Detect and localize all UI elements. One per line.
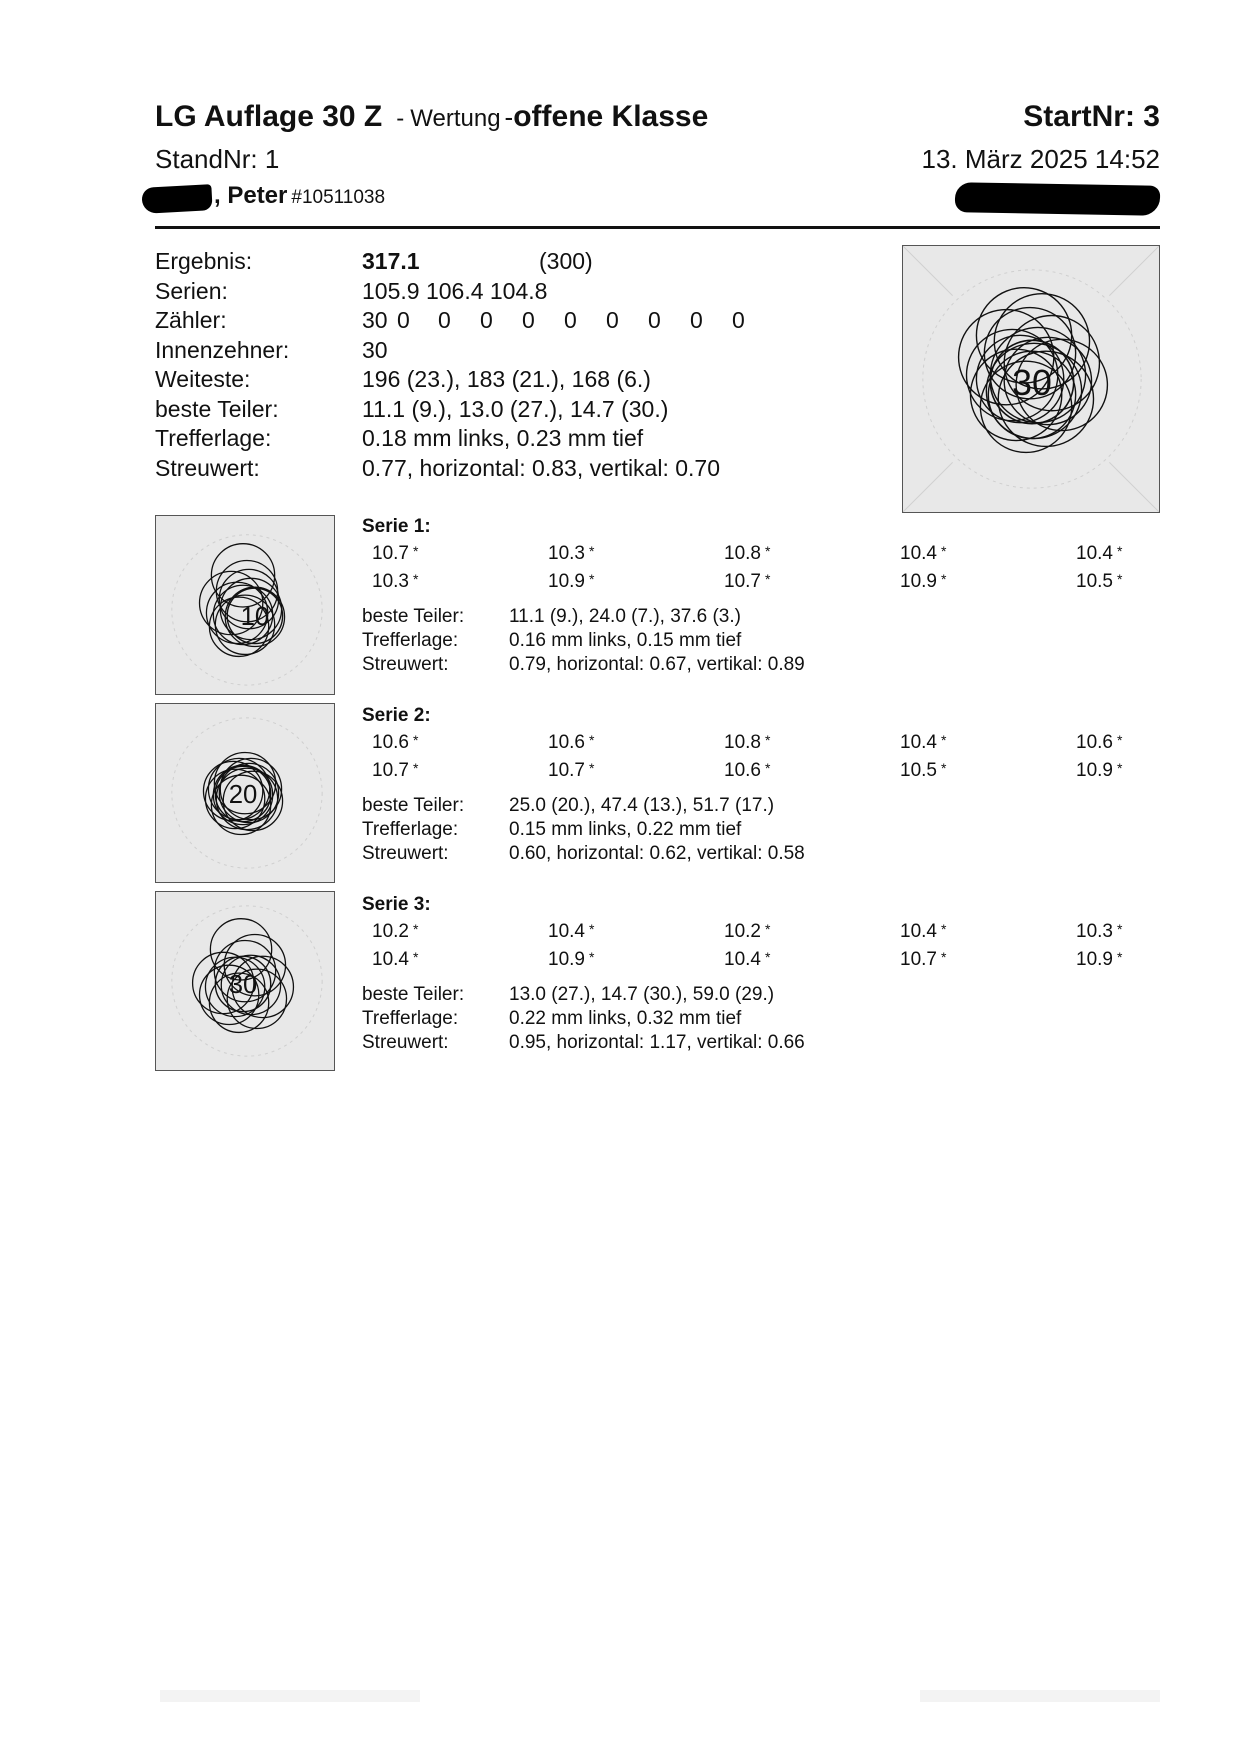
shot-marker: * xyxy=(588,760,595,776)
ergebnis-base: (300) xyxy=(539,248,593,274)
title-dash: - xyxy=(396,105,405,132)
shot-score: 10.4 xyxy=(900,921,937,942)
stand-number: StandNr: 1 xyxy=(155,144,280,174)
shot-value xyxy=(1076,571,1122,593)
shot-marker: * xyxy=(412,571,419,587)
shot-marker: * xyxy=(588,571,595,587)
shot-score: 10.7 xyxy=(724,571,761,592)
shot-value xyxy=(900,571,946,593)
shot-value xyxy=(900,921,946,943)
shot-value xyxy=(1076,949,1122,971)
shot-marker: * xyxy=(764,921,771,937)
shot-score: 10.6 xyxy=(548,732,585,753)
serie-3-target-svg xyxy=(156,892,334,1070)
ergebnis-value-wrap xyxy=(362,248,420,275)
shot-value xyxy=(1076,921,1122,943)
shot-value xyxy=(724,732,770,754)
header-divider xyxy=(155,226,1160,229)
ergebnis-label: Ergebnis: xyxy=(155,248,253,274)
shot-marker: * xyxy=(764,760,771,776)
shot-value xyxy=(724,571,770,593)
serien-label: Serien: xyxy=(155,277,228,304)
target-guide xyxy=(903,462,953,512)
shot-marker: * xyxy=(764,732,771,748)
shot-score: 10.2 xyxy=(724,921,761,942)
weiteste-value: 196 (23.), 183 (21.), 168 (6.) xyxy=(362,366,651,392)
shot-value xyxy=(900,732,946,754)
zaehler-count: 0 xyxy=(480,307,493,333)
shot-value xyxy=(372,543,418,565)
shot-marker: * xyxy=(764,949,771,965)
zaehler-count: 0 xyxy=(564,307,577,333)
shot-value xyxy=(900,949,946,971)
teiler-value: 25.0 (20.), 47.4 (13.), 51.7 (17.) xyxy=(509,795,775,816)
streuwert-label: Streuwert: xyxy=(155,454,260,481)
shot-value xyxy=(724,543,770,565)
shot-score: 10.6 xyxy=(724,760,761,781)
trefferlage-label: Trefferlage: xyxy=(155,425,272,451)
trefferlage-value: 0.16 mm links, 0.15 mm tief xyxy=(509,630,742,651)
title-row xyxy=(155,100,1160,140)
shooter-name xyxy=(214,182,385,210)
trefferlage-value: 0.22 mm links, 0.32 mm tief xyxy=(509,1008,742,1029)
shot-score: 10.9 xyxy=(1076,949,1113,970)
streuwert-label: Streuwert: xyxy=(362,1032,449,1053)
shot-value xyxy=(900,760,946,782)
shot-marker: * xyxy=(1116,543,1123,559)
shot-value xyxy=(548,760,594,782)
redaction-mark xyxy=(955,182,1160,216)
innenzehner-label: Innenzehner: xyxy=(155,336,290,363)
trefferlage-label: Trefferlage: xyxy=(362,819,459,840)
streuwert-label: Streuwert: xyxy=(362,654,449,675)
shot-score: 10.9 xyxy=(1076,760,1113,781)
streuwert-value: 0.77, horizontal: 0.83, vertikal: 0.70 xyxy=(362,454,720,481)
shot-value xyxy=(548,949,594,971)
zaehler-count: 0 xyxy=(438,307,451,333)
shot-score: 10.2 xyxy=(372,921,409,942)
overall-target-image xyxy=(902,245,1160,513)
trefferlage-label: Trefferlage: xyxy=(362,630,459,651)
shot-marker: * xyxy=(1116,949,1123,965)
serie-1-target-svg xyxy=(156,516,334,694)
shot-marker: * xyxy=(1116,760,1123,776)
shot-value xyxy=(548,921,594,943)
zaehler-count: 0 xyxy=(522,307,535,333)
shot-score: 10.6 xyxy=(1076,732,1113,753)
zaehler-count: 0 xyxy=(606,307,619,333)
shot-circles xyxy=(200,544,285,657)
serie-2-shot-count: 20 xyxy=(228,780,258,809)
shot-marker: * xyxy=(940,543,947,559)
teiler-label: beste Teiler: xyxy=(362,984,465,1005)
streuwert-value: 0.79, horizontal: 0.67, vertikal: 0.89 xyxy=(509,654,805,675)
shot-marker: * xyxy=(1116,921,1123,937)
shot-value xyxy=(372,760,418,782)
start-number: StartNr: 3 xyxy=(1023,100,1160,133)
streuwert-value: 0.60, horizontal: 0.62, vertikal: 0.58 xyxy=(509,843,805,864)
shot-score: 10.3 xyxy=(548,543,585,564)
overall-shot-count: 30 xyxy=(1012,362,1052,403)
shot-value xyxy=(724,949,770,971)
shot-marker: * xyxy=(588,732,595,748)
shot-score: 10.7 xyxy=(900,949,937,970)
target-guide xyxy=(1109,462,1159,512)
member-id: #10511038 xyxy=(291,187,386,208)
shot-marker: * xyxy=(764,543,771,559)
shot-value xyxy=(372,921,418,943)
zaehler-count: 0 xyxy=(648,307,661,333)
shot-value xyxy=(372,571,418,593)
shot-marker: * xyxy=(412,732,419,748)
zaehler-count: 30 xyxy=(362,307,388,333)
serie-1-shot-count: 10 xyxy=(240,602,270,631)
serie-1-title: Serie 1: xyxy=(362,516,431,537)
serien-value: 105.9 106.4 104.8 xyxy=(362,277,548,304)
shot-score: 10.4 xyxy=(900,543,937,564)
shooter-first-name: , Peter xyxy=(214,182,288,209)
shooter-row xyxy=(142,182,1160,216)
redaction-mark xyxy=(141,184,212,214)
date-time: 13. März 2025 14:52 xyxy=(921,144,1160,174)
discipline-title: LG Auflage 30 Z xyxy=(155,100,383,133)
shot-score: 10.9 xyxy=(900,571,937,592)
shot-score: 10.4 xyxy=(372,949,409,970)
trefferlage-label: Trefferlage: xyxy=(362,1008,459,1029)
zaehler-count: 0 xyxy=(732,307,745,333)
teiler-value: 11.1 (9.), 24.0 (7.), 37.6 (3.) xyxy=(509,606,741,627)
teiler-label: beste Teiler: xyxy=(155,395,279,422)
shot-score: 10.5 xyxy=(1076,571,1113,592)
serie-2-target-svg xyxy=(156,704,334,882)
shot-score: 10.7 xyxy=(548,760,585,781)
title-separator: - xyxy=(504,102,514,132)
shot-score: 10.9 xyxy=(548,949,585,970)
shot-marker: * xyxy=(1116,732,1123,748)
stand-date-row xyxy=(155,144,1160,176)
streuwert-value: 0.95, horizontal: 1.17, vertikal: 0.66 xyxy=(509,1032,805,1053)
shot-score: 10.3 xyxy=(1076,921,1113,942)
shot-value xyxy=(724,921,770,943)
teiler-value: 11.1 (9.), 13.0 (27.), 14.7 (30.) xyxy=(362,395,669,422)
trefferlage-value: 0.15 mm links, 0.22 mm tief xyxy=(509,819,742,840)
shot-marker: * xyxy=(412,760,419,776)
shot-marker: * xyxy=(412,949,419,965)
shot-value xyxy=(548,543,594,565)
teiler-value: 13.0 (27.), 14.7 (30.), 59.0 (29.) xyxy=(509,984,775,1005)
teiler-label: beste Teiler: xyxy=(362,606,465,627)
serie-2-title: Serie 2: xyxy=(362,705,431,726)
serie-3-title: Serie 3: xyxy=(362,894,431,915)
weiteste-label: Weiteste: xyxy=(155,366,251,392)
shot-marker: * xyxy=(412,921,419,937)
shot-score: 10.9 xyxy=(548,571,585,592)
page-title xyxy=(155,100,708,134)
shot-marker: * xyxy=(764,571,771,587)
shot-value xyxy=(548,571,594,593)
innenzehner-value: 30 xyxy=(362,336,388,363)
shot-score: 10.7 xyxy=(372,760,409,781)
shot-score: 10.4 xyxy=(724,949,761,970)
zaehler-count: 0 xyxy=(690,307,703,333)
shot-value xyxy=(724,760,770,782)
wertung-label: Wertung xyxy=(410,105,501,132)
shot-marker: * xyxy=(940,949,947,965)
serie-3-target-image xyxy=(155,891,335,1071)
shot-marker: * xyxy=(412,543,419,559)
shot-value xyxy=(548,732,594,754)
teiler-label: beste Teiler: xyxy=(362,795,465,816)
target-guide xyxy=(1109,246,1159,296)
shot-marker: * xyxy=(588,921,595,937)
shot-value xyxy=(1076,543,1122,565)
shot-marker: * xyxy=(940,921,947,937)
shot-marker: * xyxy=(588,949,595,965)
shot-score: 10.5 xyxy=(900,760,937,781)
ergebnis-value: 317.1 xyxy=(362,248,420,274)
shot-score: 10.8 xyxy=(724,732,761,753)
shot-marker: * xyxy=(940,571,947,587)
serie-1-target-image xyxy=(155,515,335,695)
zaehler-label: Zähler: xyxy=(155,307,227,333)
shot-score: 10.6 xyxy=(372,732,409,753)
shot-score: 10.8 xyxy=(724,543,761,564)
zaehler-count: 0 xyxy=(397,307,410,333)
shot-marker: * xyxy=(940,760,947,776)
footer-faint-mark xyxy=(160,1690,420,1702)
shot-value xyxy=(1076,732,1122,754)
klasse-label: offene Klasse xyxy=(513,100,709,133)
shot-marker: * xyxy=(1116,571,1123,587)
shot-marker: * xyxy=(940,732,947,748)
shot-value xyxy=(1076,760,1122,782)
shot-score: 10.7 xyxy=(372,543,409,564)
target-guide xyxy=(903,246,953,296)
footer-faint-mark xyxy=(920,1690,1160,1702)
shot-marker: * xyxy=(588,543,595,559)
shot-score: 10.3 xyxy=(372,571,409,592)
streuwert-label: Streuwert: xyxy=(362,843,449,864)
trefferlage-value: 0.18 mm links, 0.23 mm tief xyxy=(362,425,644,451)
shot-score: 10.4 xyxy=(900,732,937,753)
serie-3-shot-count: 30 xyxy=(228,970,258,999)
serie-2-target-image xyxy=(155,703,335,883)
shot-value xyxy=(372,732,418,754)
overall-target-svg xyxy=(903,246,1159,512)
shot-value xyxy=(900,543,946,565)
shot-score: 10.4 xyxy=(1076,543,1113,564)
shot-score: 10.4 xyxy=(548,921,585,942)
shot-value xyxy=(372,949,418,971)
